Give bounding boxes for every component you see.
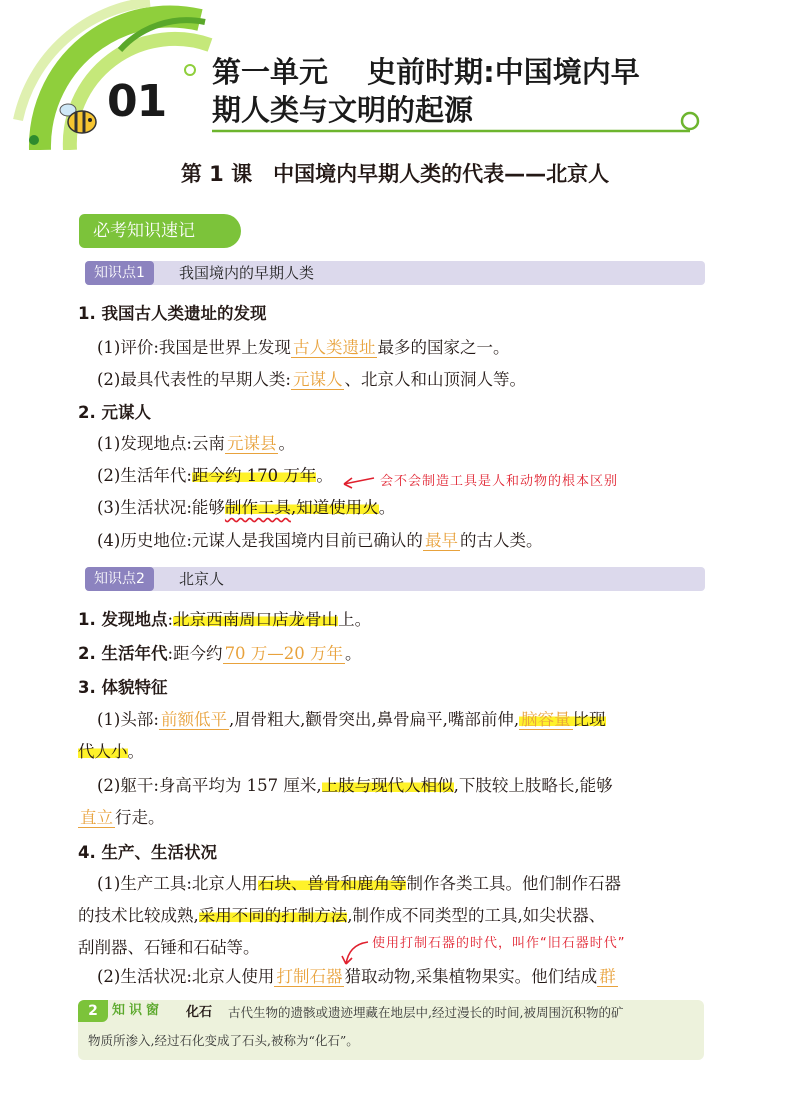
- knowledge-point-1-bar: [85, 261, 705, 285]
- text-line: (2)生活年代:距今约 170 万年。: [97, 466, 333, 485]
- heading: 2. 元谋人: [78, 403, 151, 422]
- text-line: (4)历史地位:元谋人是我国境内目前已确认的 最早 的古人类。: [97, 531, 543, 550]
- section-tag: 必考知识速记: [79, 214, 241, 248]
- unit-title-line1: 第一单元 史前时期:中国境内早: [212, 55, 640, 89]
- knowledge-point-label: 知识点2: [85, 567, 154, 591]
- text-line: 2. 生活年代:距今约 70 万—20 万年 。: [78, 644, 362, 663]
- text-line: 的技术比较成熟,采用不同的打制方法,制作成不同类型的工具,如尖状器、: [78, 906, 606, 925]
- page-number: 2: [78, 1000, 108, 1022]
- heading: 1. 我国古人类遗址的发现: [78, 304, 267, 323]
- knowledge-point-label: 知识点1: [85, 261, 154, 285]
- text-line: (3)生活状况:能够制作工具,知道使用火。: [97, 498, 396, 517]
- text-line: 代人小。: [78, 742, 144, 761]
- knowledge-window-label: 知识窗: [112, 1003, 164, 1018]
- heading: 4. 生产、生活状况: [78, 843, 217, 862]
- text-line: (1)评价:我国是世界上发现 古人类遗址 最多的国家之一。: [97, 338, 510, 357]
- text-line: (1)发现地点:云南 元谋县 。: [97, 434, 295, 453]
- knowledge-point-title: 我国境内的早期人类: [179, 264, 315, 282]
- handwritten-note: 会不会制造工具是人和动物的根本区别: [380, 474, 619, 489]
- handwritten-note: 使用打制石器的时代，叫作“旧石器时代”: [372, 936, 626, 951]
- bee-icon: [58, 100, 102, 136]
- text-line: 刮削器、石锤和石砧等。: [78, 938, 260, 957]
- text-line: (1)生产工具:北京人用石块、兽骨和鹿角等制作各类工具。他们制作石器: [97, 874, 621, 893]
- heading: 3. 体貌特征: [78, 678, 168, 697]
- knowledge-window: [78, 1000, 704, 1060]
- text-line: (2)躯干:身高平均为 157 厘米,上肢与现代人相似,下肢较上肢略长,能够: [97, 776, 613, 795]
- unit-title-line2: 期人类与文明的起源: [212, 93, 474, 127]
- text-line: 1. 发现地点:北京西南周口店龙骨山上。: [78, 610, 372, 629]
- text-line: (1)头部: 前额低平 ,眉骨粗大,颧骨突出,鼻骨扁平,嘴部前伸, 脑容量 比现: [97, 710, 606, 729]
- knowledge-point-2-bar: [85, 567, 705, 591]
- unit-number: 01: [107, 76, 167, 127]
- arrow-icon: [340, 470, 376, 490]
- lesson-title: 第 1 课 中国境内早期人类的代表——北京人: [180, 162, 610, 186]
- text-line: (2)最具代表性的早期人类: 元谋人 、北京人和山顶洞人等。: [97, 370, 526, 389]
- footer-text: 物质所渗入,经过石化变成了石头,被称为“化石”。: [88, 1033, 359, 1048]
- arrow-icon: [340, 938, 370, 968]
- term: 化石: [186, 1005, 213, 1020]
- footer-text: 古代生物的遗骸或遗迹埋藏在地层中,经过漫长的时间,被周围沉积物的矿: [228, 1005, 624, 1020]
- knowledge-point-title: 北京人: [179, 570, 225, 588]
- text-line: (2)生活状况:北京人使用 打制石器 猎取动物,采集植物果实。他们结成 群: [97, 967, 616, 986]
- text-line: 直立 行走。: [80, 808, 165, 827]
